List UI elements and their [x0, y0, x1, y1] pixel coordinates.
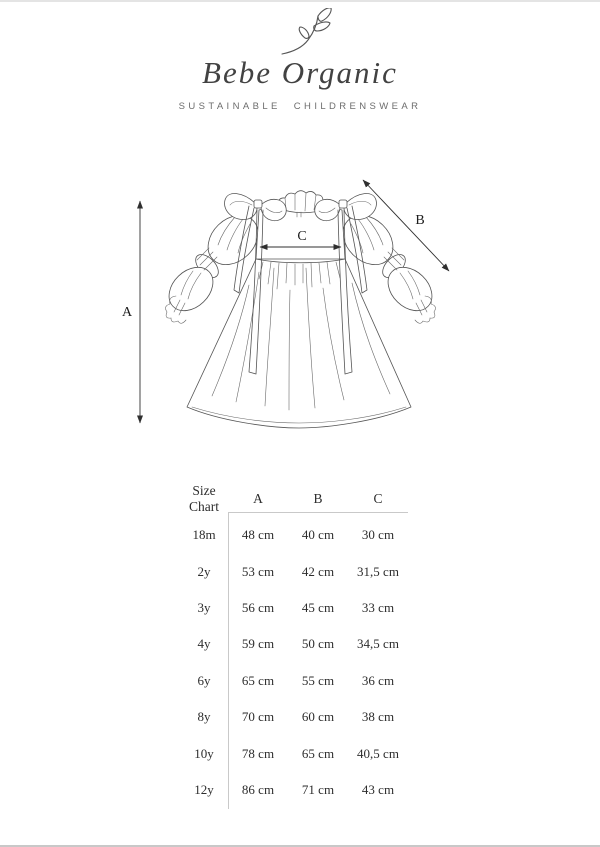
table-row [180, 590, 408, 626]
size-label: 12y [194, 781, 214, 797]
size-label: 4y [197, 636, 211, 652]
value-b: 60 cm [301, 709, 335, 725]
table-row [180, 663, 408, 699]
size-chart-table [180, 481, 408, 808]
column-header-c: C [373, 491, 383, 506]
size-label: 6y [197, 672, 211, 688]
value-b: 50 cm [301, 636, 335, 652]
size-label: 10y [194, 745, 214, 761]
table-left-border [228, 512, 229, 809]
value-a: 86 cm [241, 781, 275, 797]
table-title: Size Chart [189, 483, 219, 514]
value-c: 31,5 cm [357, 563, 399, 579]
value-a: 59 cm [241, 636, 275, 652]
value-b: 71 cm [301, 781, 335, 797]
size-label: 8y [197, 709, 211, 725]
value-b: 55 cm [301, 672, 335, 688]
value-b: 45 cm [301, 599, 335, 615]
brand-logo-text: Bebe Organic [202, 55, 398, 90]
measure-arrow-a [122, 201, 140, 423]
measure-label-b: B [415, 213, 425, 228]
size-label: 18m [192, 527, 216, 543]
table-row [180, 517, 408, 553]
dress-skirt [187, 259, 411, 428]
value-c: 33 cm [361, 599, 395, 615]
dress-technical-drawing [105, 165, 470, 455]
value-c: 30 cm [361, 527, 395, 543]
measure-label-c: C [297, 229, 307, 244]
value-c: 43 cm [361, 781, 395, 797]
branch-icon [266, 8, 334, 58]
value-a: 65 cm [241, 672, 275, 688]
value-a: 48 cm [241, 527, 275, 543]
value-c: 38 cm [361, 709, 395, 725]
table-top-border [228, 512, 408, 513]
table-row [180, 699, 408, 735]
value-a: 53 cm [241, 563, 275, 579]
page-top-edge [0, 0, 600, 2]
value-a: 78 cm [241, 745, 275, 761]
size-label: 2y [197, 563, 211, 579]
value-b: 42 cm [301, 563, 335, 579]
brand-tagline: SUSTAINABLE CHILDRENSWEAR [178, 101, 422, 112]
value-c: 36 cm [361, 672, 395, 688]
column-header-a: A [253, 491, 263, 506]
value-c: 40,5 cm [357, 745, 399, 761]
size-label: 3y [197, 599, 211, 615]
value-a: 70 cm [241, 709, 275, 725]
measure-label-a: A [121, 305, 133, 320]
value-c: 34,5 cm [357, 636, 399, 652]
value-b: 65 cm [301, 745, 335, 761]
table-row [180, 553, 408, 589]
table-row [180, 772, 408, 808]
table-row [180, 735, 408, 771]
column-header-b: B [313, 491, 323, 506]
value-a: 56 cm [241, 599, 275, 615]
value-b: 40 cm [301, 527, 335, 543]
table-row [180, 626, 408, 662]
